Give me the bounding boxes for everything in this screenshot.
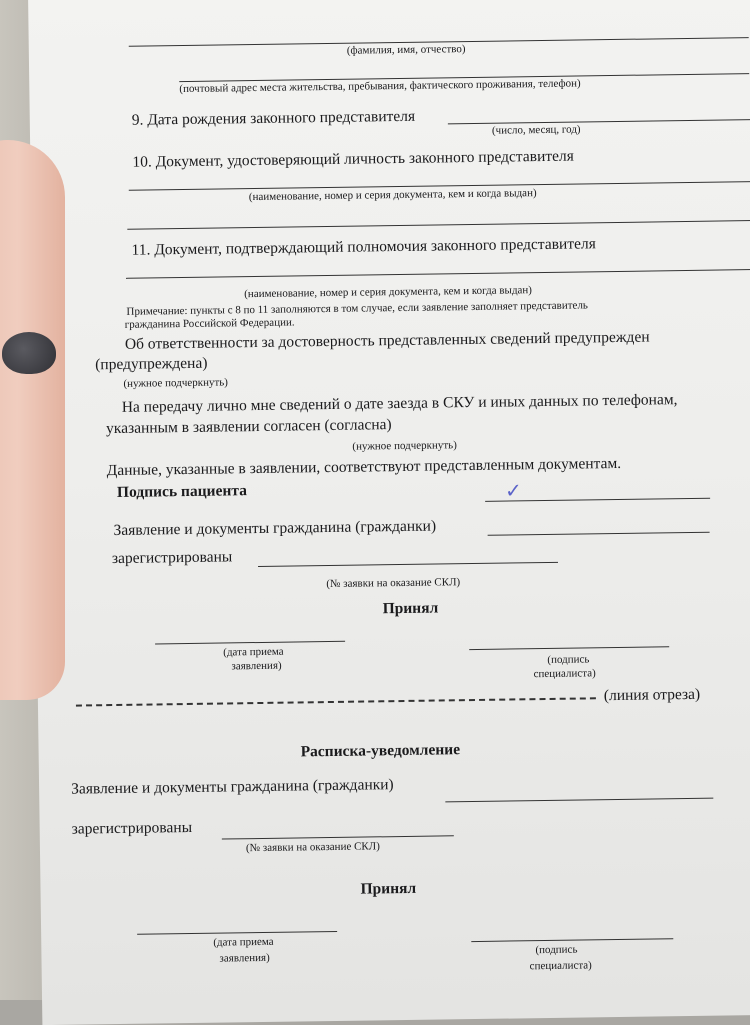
receipt-sign-caption-2: специалиста) [529, 959, 592, 973]
item9-line [448, 119, 750, 124]
signature-line [469, 646, 669, 650]
sign-caption-1: (подпись [547, 653, 590, 666]
receipt-request-caption: (№ заявки на оказание СКЛ) [245, 840, 380, 855]
cut-line [76, 697, 596, 706]
receipt-date-line [137, 931, 337, 935]
receipt-signature-line [471, 938, 673, 942]
receipt-registered-line-2-blank [222, 835, 454, 839]
note-line-2: гражданина Российской Федерации. [124, 316, 295, 331]
note-line-1: Примечание: пункты с 8 по 11 заполняются в том случае, если заявление заполняет представитель [126, 299, 588, 318]
fingernail [2, 332, 56, 374]
receipt-registered-line-2: зарегистрированы [71, 818, 193, 838]
data-match-text: Данные, указанные в заявлении, соответствуют представленным документам. [106, 454, 622, 480]
receipt-date-caption-1: (дата приема [213, 935, 274, 949]
transfer-line-2: указанным в заявлении согласен (согласна) [105, 416, 392, 438]
registered-line-2: зарегистрированы [111, 548, 233, 568]
address-caption: (почтовый адрес места жительства, пребывания, фактического проживания, телефон) [179, 77, 581, 96]
registered-line-1-blank [488, 532, 710, 536]
sign-caption-2: специалиста) [533, 667, 596, 681]
registered-line-1: Заявление и документы гражданина (гражданки) [113, 517, 437, 540]
item9-label: 9. Дата рождения законного представителя [131, 107, 416, 129]
receipt-registered-line-1-blank [445, 798, 713, 803]
holding-hand [0, 140, 65, 700]
date-caption-2: заявления) [231, 659, 282, 673]
request-caption: (№ заявки на оказание СКЛ) [326, 576, 461, 591]
date-caption-1: (дата приема [223, 645, 284, 659]
document-page [28, 0, 750, 1025]
transfer-caption: (нужное подчеркнуть) [352, 439, 457, 453]
receipt-sign-caption-1: (подпись [535, 943, 578, 957]
date-line [155, 641, 345, 645]
check-mark-icon: ✓ [504, 478, 522, 503]
item11-caption: (наименование, номер и серия документа, кем и когда выдан) [244, 284, 533, 301]
item9-caption: (число, месяц, год) [491, 123, 581, 137]
fio-caption: (фамилия, имя, отчество) [346, 43, 466, 57]
accepted-label: Принял [382, 599, 439, 618]
receipt-registered-line-1: Заявление и документы гражданина (гражданки) [71, 776, 394, 798]
registered-line-2-blank [258, 562, 558, 567]
cut-line-label: (линия отреза) [603, 685, 701, 705]
receipt-accepted-label: Принял [360, 879, 417, 898]
item10-caption: (наименование, номер и серия документа, кем и когда выдан) [248, 187, 537, 204]
item11-label: 11. Документ, подтверждающий полномочия законного представителя [131, 235, 596, 259]
item10-label: 10. Документ, удостоверяющий личность законного представителя [132, 147, 574, 171]
responsibility-line-2: (предупреждена) [95, 354, 208, 374]
patient-signature-label: Подпись пациента [116, 482, 248, 501]
item11-line [126, 269, 750, 279]
responsibility-line-1: Об ответственности за достоверность представленных сведений предупрежден [124, 328, 650, 353]
transfer-line-1: На передачу лично мне сведений о дате заезда в СКУ и иных данных по телефонам, [121, 391, 678, 416]
responsibility-caption: (нужное подчеркнуть) [123, 376, 229, 390]
receipt-date-caption-2: заявления) [219, 951, 270, 965]
item10-line-2 [127, 220, 750, 230]
receipt-title: Расписка-уведомление [300, 741, 461, 761]
